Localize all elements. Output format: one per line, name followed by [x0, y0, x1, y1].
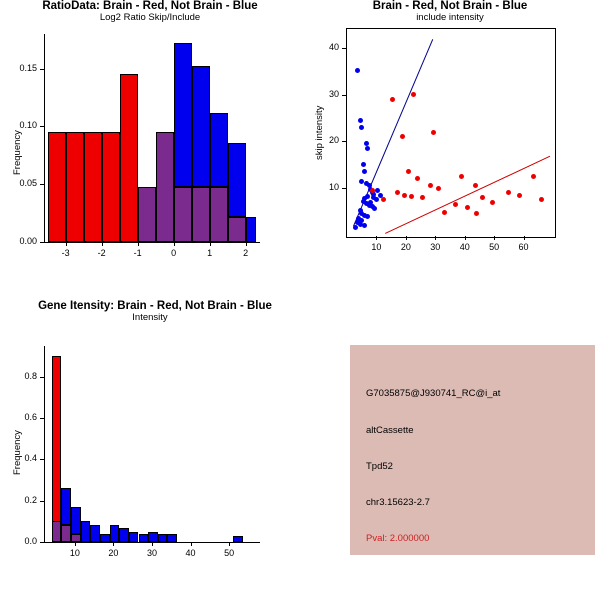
- scatter-point: [415, 176, 420, 181]
- histogram-bar-brain: [120, 74, 138, 242]
- scatter-point: [372, 206, 377, 211]
- tick-mark: [40, 69, 44, 70]
- scatter-point: [406, 169, 411, 174]
- scatter-point: [358, 118, 363, 123]
- scatter-point: [402, 193, 407, 198]
- histogram-bar-notbrain: [158, 534, 168, 542]
- tick-mark: [494, 236, 495, 240]
- tick-mark: [376, 236, 377, 240]
- panel-intensity-y-axis: [44, 346, 45, 542]
- scatter-point: [411, 92, 416, 97]
- scatter-point: [453, 202, 458, 207]
- info-box-background: [350, 345, 595, 555]
- tick-label: 1: [207, 248, 213, 258]
- scatter-point: [539, 197, 544, 202]
- histogram-bar-overlap: [61, 525, 71, 542]
- tick-mark: [342, 48, 346, 49]
- tick-mark: [152, 542, 153, 546]
- tick-mark: [435, 236, 436, 240]
- tick-label: 40: [185, 548, 196, 558]
- panel-ratio-y-axis: [44, 34, 45, 242]
- tick-label: 30: [430, 242, 441, 252]
- panel-ratio-title: RatioData: Brain - Red, Not Brain - Blue: [42, 0, 258, 12]
- tick-mark: [75, 542, 76, 546]
- tick-label: 50: [489, 242, 500, 252]
- histogram-bar-notbrain: [81, 521, 91, 542]
- tick-mark: [40, 184, 44, 185]
- tick-label: 0.4: [24, 453, 37, 464]
- scatter-point: [359, 125, 364, 130]
- histogram-bar-overlap: [52, 521, 62, 542]
- tick-mark: [113, 542, 114, 546]
- tick-label: 0.2: [24, 494, 37, 505]
- scatter-point: [531, 174, 536, 179]
- scatter-point: [400, 134, 405, 139]
- tick-mark: [40, 459, 44, 460]
- scatter-point: [365, 214, 370, 219]
- histogram-bar-notbrain: [119, 528, 129, 542]
- histogram-bar-brain: [66, 132, 84, 242]
- scatter-point: [428, 183, 433, 188]
- panel-ratio-x-label: Log2 Ratio Skip/Include: [99, 12, 201, 23]
- tick-label: 0.05: [19, 178, 37, 189]
- scatter-point: [490, 200, 495, 205]
- scatter-point: [368, 200, 373, 205]
- panel-ratio-plotarea: [44, 34, 260, 242]
- histogram-bar-brain: [102, 132, 120, 242]
- scatter-point: [473, 183, 478, 188]
- histogram-bar-overlap: [210, 187, 228, 242]
- panel-intensity-x-label: Intensity: [132, 312, 168, 323]
- tick-mark: [40, 126, 44, 127]
- info-probe-id: G7035875@J930741_RC@i_at: [366, 388, 501, 399]
- panel-intensity-histogram: [0, 300, 300, 600]
- scatter-point: [459, 174, 464, 179]
- tick-mark: [102, 242, 103, 246]
- histogram-bar-overlap: [174, 187, 192, 242]
- panel-intensity-plotarea: [44, 346, 260, 542]
- tick-label: 50: [224, 548, 235, 558]
- histogram-bar-notbrain: [210, 113, 228, 187]
- histogram-bar-overlap: [138, 187, 156, 242]
- histogram-bar-notbrain: [100, 534, 110, 542]
- scatter-point: [409, 194, 414, 199]
- info-pval: Pval: 2.000000: [366, 533, 430, 544]
- tick-label: 20: [400, 242, 411, 252]
- info-locus: chr3.15623-2.7: [366, 497, 430, 508]
- tick-label: 10: [328, 182, 339, 193]
- histogram-bar-overlap: [71, 534, 81, 542]
- tick-label: 0: [171, 248, 177, 258]
- scatter-point: [355, 68, 360, 73]
- tick-label: 10: [371, 242, 382, 252]
- tick-mark: [406, 236, 407, 240]
- tick-label: 0.0: [24, 536, 37, 546]
- panel-ratio-histogram: [0, 0, 300, 300]
- panel-ratio-y-label: Frequency: [12, 130, 23, 175]
- scatter-point: [474, 211, 479, 216]
- panel-scatter: [300, 0, 600, 300]
- scatter-point: [362, 223, 367, 228]
- tick-mark: [524, 236, 525, 240]
- tick-label: 0.10: [19, 120, 37, 131]
- tick-mark: [191, 542, 192, 546]
- scatter-point: [506, 190, 511, 195]
- scatter-point: [365, 146, 370, 151]
- histogram-bar-notbrain: [71, 507, 81, 534]
- histogram-bar-notbrain: [228, 143, 246, 217]
- histogram-bar-notbrain: [167, 534, 177, 542]
- tick-label: 30: [146, 548, 158, 558]
- scatter-point: [374, 197, 379, 202]
- histogram-bar-overlap: [228, 217, 246, 242]
- scatter-point: [361, 162, 366, 167]
- histogram-bar-overlap: [192, 187, 210, 242]
- scatter-point: [420, 195, 425, 200]
- info-event-type: altCassette: [366, 425, 414, 436]
- tick-mark: [138, 242, 139, 246]
- scatter-point: [353, 225, 358, 230]
- panel-ratio-x-axis: [44, 242, 260, 243]
- histogram-bar-notbrain: [61, 488, 71, 525]
- tick-mark: [465, 236, 466, 240]
- tick-label: 0.6: [24, 412, 37, 423]
- info-gene-symbol: Tpd52: [366, 461, 393, 472]
- histogram-bar-brain: [52, 356, 62, 542]
- tick-label: -1: [133, 248, 142, 258]
- histogram-bar-notbrain: [129, 532, 139, 542]
- tick-label: 40: [459, 242, 470, 252]
- scatter-point: [480, 195, 485, 200]
- tick-mark: [40, 377, 44, 378]
- scatter-point: [442, 210, 447, 215]
- tick-label: 20: [108, 548, 119, 558]
- tick-mark: [66, 242, 67, 246]
- tick-label: -2: [97, 248, 106, 258]
- histogram-bar-notbrain: [139, 534, 149, 542]
- scatter-point: [395, 190, 400, 195]
- histogram-bar-brain: [84, 132, 102, 242]
- scatter-point: [381, 197, 386, 202]
- tick-label: 0.8: [24, 370, 37, 381]
- tick-label: 20: [328, 135, 339, 146]
- panel-scatter-x-label: include intensity: [416, 12, 484, 23]
- tick-label: 60: [518, 242, 529, 252]
- panel-scatter-plotarea: [347, 29, 553, 235]
- tick-mark: [342, 95, 346, 96]
- panel-info: [300, 300, 600, 600]
- tick-label: 30: [328, 88, 339, 99]
- histogram-bar-notbrain: [110, 525, 120, 542]
- tick-mark: [342, 141, 346, 142]
- tick-label: 2: [243, 248, 249, 258]
- tick-label: 0.00: [19, 236, 37, 246]
- histogram-bar-notbrain: [148, 532, 158, 542]
- panel-intensity-y-label: Frequency: [12, 430, 23, 475]
- tick-mark: [40, 501, 44, 502]
- scatter-point: [390, 97, 395, 102]
- scatter-point: [431, 130, 436, 135]
- panel-scatter-y-label: skip intensity: [314, 105, 325, 160]
- scatter-point: [436, 186, 441, 191]
- tick-mark: [229, 542, 230, 546]
- tick-mark: [40, 418, 44, 419]
- scatter-point: [370, 188, 375, 193]
- tick-mark: [342, 188, 346, 189]
- histogram-bar-brain: [48, 132, 66, 242]
- histogram-bar-overlap: [156, 132, 174, 242]
- panel-scatter-title: Brain - Red, Not Brain - Blue: [372, 0, 528, 12]
- scatter-point: [362, 169, 367, 174]
- tick-mark: [40, 542, 44, 543]
- tick-label: 40: [328, 41, 339, 52]
- scatter-point: [465, 205, 470, 210]
- histogram-bar-notbrain: [246, 217, 257, 242]
- tick-label: -3: [61, 248, 70, 258]
- panel-intensity-title: Gene Itensity: Brain - Red, Not Brain - Blue: [38, 300, 272, 312]
- tick-label: 10: [69, 548, 80, 558]
- histogram-bar-notbrain: [192, 66, 210, 186]
- tick-mark: [40, 242, 44, 243]
- scatter-point: [517, 193, 522, 198]
- histogram-bar-notbrain: [174, 43, 192, 186]
- tick-mark: [210, 242, 211, 246]
- tick-mark: [246, 242, 247, 246]
- tick-label: 0.15: [19, 62, 37, 73]
- tick-mark: [174, 242, 175, 246]
- histogram-bar-notbrain: [90, 525, 100, 542]
